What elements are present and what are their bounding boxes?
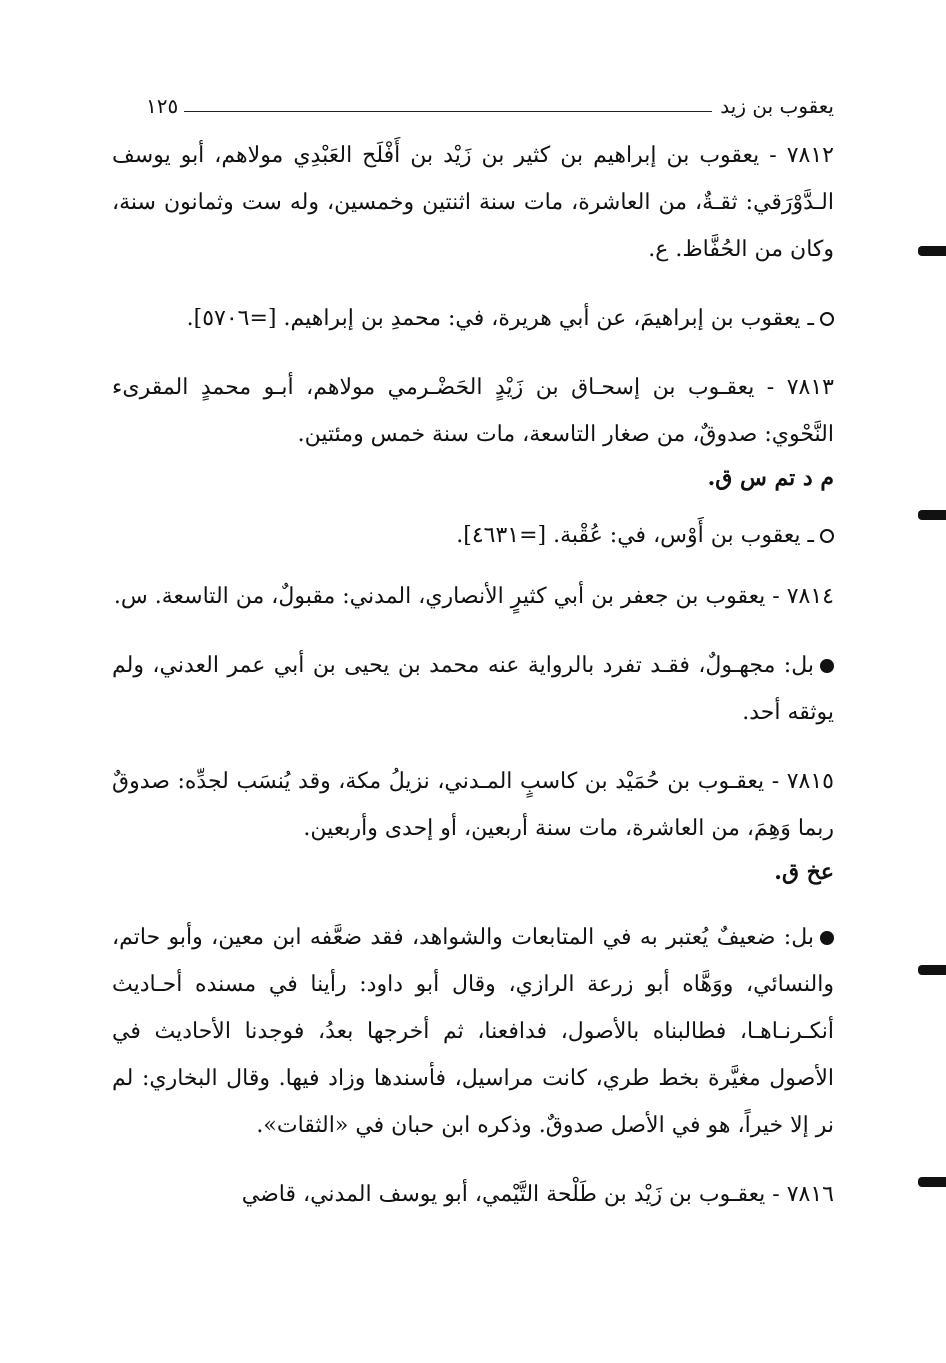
entry-text: ٧٨١٦ - يعقـوب بن زَيْد بن طَلْحة التَّيْمي، أبو يوسف المدني، قاضي xyxy=(241,1182,834,1207)
entry-text: ـ يعقوب بن إبراهيمَ، عن أبي هريرة، في: محمدِ بن إبراهيم. [=٥٧٠٦]. xyxy=(186,306,814,331)
entry-text: ٧٨١٣ - يعقـوب بن إسحـاق بن زَيْدٍ الحَضْـرمي مولاهم، أبـو محمدٍ المقرىء النَّحْوي: صدوقٌ، من صغار التاسعة، مات سنة خمس ومئتين. xyxy=(112,375,834,447)
page-edge-mark xyxy=(918,1177,946,1187)
entry-text: ٧٨١٤ - يعقوب بن جعفر بن أبي كثيرٍ الأنصاري، المدني: مقبولٌ، من التاسعة. س. xyxy=(113,584,834,609)
cross-reference-entry xyxy=(112,512,834,559)
entry-7816 xyxy=(112,1171,834,1218)
filled-circle-icon xyxy=(820,931,834,945)
header-rule xyxy=(184,111,712,112)
entry-text: بل: مجهـولٌ، فقـد تفرد بالرواية عنه محمد بن يحيى بن أبي عمر العدني، ولم يوثقه أحد. xyxy=(112,653,834,725)
filled-circle-icon xyxy=(820,659,834,673)
entry-7812 xyxy=(112,132,834,273)
editor-comment xyxy=(112,914,834,1149)
page-body xyxy=(112,132,834,1218)
entry-text: ـ يعقوب بن أَوْس، في: عُقْبة. [=٤٦٣١]. xyxy=(456,523,814,548)
entry-7815 xyxy=(112,758,834,852)
open-circle-icon xyxy=(820,529,834,543)
entry-text: ٧٨١٢ - يعقوب بن إبراهيم بن كثير بن زَيْد بن أَفْلَح العَبْدِي مولاهم، أبو يوسف الـدَّوْرَقي: ثقـةٌ، من العاشرة، مات سنة اثنتين وخمسين، وله ست وثمانون سنة، وكان من الحُفَّاظ. ع. xyxy=(112,143,834,262)
running-header xyxy=(146,88,834,118)
page-edge-mark xyxy=(918,246,946,256)
page-edge-mark xyxy=(918,510,946,520)
entry-7813 xyxy=(112,364,834,458)
page-edge-mark xyxy=(918,965,946,975)
entry-7814 xyxy=(112,573,834,620)
entry-text: بل: ضعيفٌ يُعتبر به في المتابعات والشواهد، فقد ضعَّفه ابن معين، وأبو حاتم، والنسائي، ووَهَّاه أبو زرعة الرازي، وقال أبو داود: رأينا في مسنده أحـاديث أنكـرنـاهـا، فطالبناه بالأصول، فدافعنا، ثم أخرجها بعدُ، فوجدنا الأحاديث في الأصول مغيَّرة بخط طري، كانت مراسيل، فأسندها وزاد فيها. وقال البخاري: لم نر إلا خيراً، هو في الأصل صدوقٌ. وذكره ابن حبان في «الثقات». xyxy=(112,925,834,1138)
entry-text: ٧٨١٥ - يعقـوب بن حُمَيْد بن كاسبٍ المـدني، نزيلُ مكة، وقد يُنسَب لجدِّه: صدوقٌ ربما وَهِمَ، من العاشرة، مات سنة أربعين، أو إحدى وأربعين. xyxy=(112,769,834,841)
header-title: يعقوب بن زيد xyxy=(720,94,834,118)
open-circle-icon xyxy=(820,312,834,326)
source-codes: عخ ق. xyxy=(774,859,834,885)
source-codes: م د تم س ق. xyxy=(707,465,834,491)
editor-comment xyxy=(112,642,834,736)
cross-reference-entry xyxy=(112,295,834,342)
page-number: ١٢٥ xyxy=(146,94,179,118)
